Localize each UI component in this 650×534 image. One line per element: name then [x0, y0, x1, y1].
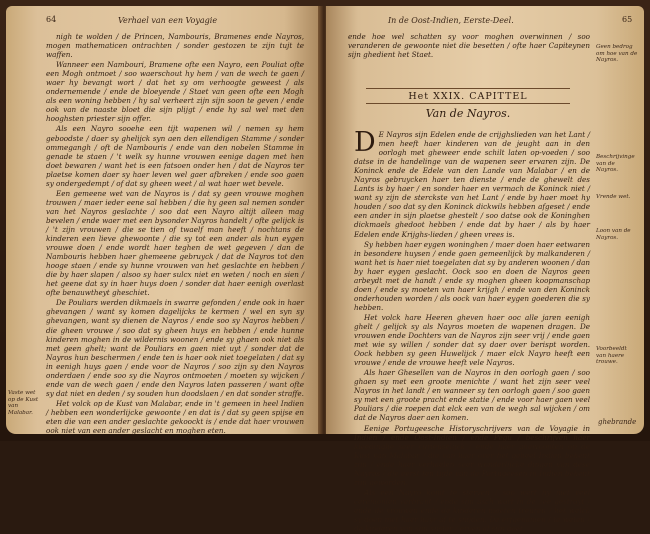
left-running-head: Verhael van een Voyagie: [118, 16, 218, 25]
right-body-text: [354, 127, 590, 534]
right-intro-paragraph: ende hoe wel schatten sy voor moghen overwinnen / soo veranderen de gewoonte niet die besetten / ofte haer Capiteynen sijn ghedient het Staet.: [348, 32, 590, 60]
right-running-head: In de Oost-Indien, Eerste-Deel.: [388, 16, 514, 25]
left-paragraph: Het volck op de Kust van Malabar, ende in 't gemeen in heel Indien / hebben een wonderlijcke gewoonte / en dat is / dat sy geen spijse en eten die van een ander geslachte gekoockt is / ende dat haer vrouwen ook niet van een ander geslacht en moghen eten.: [46, 398, 304, 436]
right-paragraph-text: E Nayros sijn Edelen ende de crijghslieden van het Lant / men heeft haer kinderen van de jeught aan in den oorlogh met gheweer ende schilt laten op-voeden / soo datse in de handelinge van de wapenen seer ervaren zijn. De Koninck ende de Edele van den Lande van Malabar / en de Nayros gebruycken haer ten dienste / ende de ghewelt des Lants is by haer / en sonder haer en vermach de Koninck niet / want sy zijn de sterckste van het Lant / ende by haer moet hy houden / soo dat sy den Koninck dickwils hebben afgeset / ende een ander in sijn plaetse ghestelt / soo datse ook de Koninghen dickmaels ghedoot hebben / ende dat by haer / als by haer Edelen ende Krijghs-lieden / gheen vrees is.: [354, 130, 590, 239]
right-page-number: 65: [622, 15, 633, 24]
right-paragraph: Als haer Ghesellen van de Nayros in den oorlogh gaen / soo ghaen sy met een groote menichte / want het zijn seer veel Nayros in het landt / en wanneer sy ten oorlogh gaen / soo gaen sy met een groote pracht ende statie / ende voor haer gaen veel Pouliars / die roepen dat elck een van de wegh sal wijcken / om dat de Nayros daer aen komen.: [354, 368, 590, 423]
dropcap-letter: D: [354, 127, 376, 158]
left-page-number: 64: [46, 15, 57, 24]
left-page: [6, 6, 322, 434]
left-paragraph: Een gemeene wet van de Nayros is / dat sy geen vrouwe moghen trouwen / maer ieder eene sal hebben / die hy geen sal nemen sonder van het Nayros geslachte / soo dat een Nayro altijt alleen mag bevelen / ende waer met een bysonder Nayros handelt / ofte gelijck is / 't zijn vrouwen / die se tien of twaelf man heeft / nochtans de kinderen een lieve ghewoonte / die sy tot een ander als hun eygen vrouwe doen / ende wordt haer teghen de wet gegeven / dan de Nambouris hebben haer ghemeene gebruyck / dat de Nayros tot den hooge staen / ende sy hunne vrouwen van het geslachte en hebben / die by haer slapen / alsoo sy haer sulcx niet en weten / noch en sien / het geene dat sy in haer huys doen / sonder dat haer eenigh overlast ofte benauwtheyt gheschiet.: [46, 188, 304, 298]
right-intro-margin-note: Geen bedrog om hoe van de Nayros.: [596, 44, 638, 64]
right-catchword: ghebrande: [598, 418, 637, 426]
right-paragraph: [354, 127, 590, 239]
left-paragraph: Wanneer een Nambouri, Bramene ofte een Nayro, een Pouliat ofte een Mogh ontmoet / soo waerschout hy hem / van de wech te gaen / waer hy bevangt wort / dat het sy om verhoogte geweest / als ondernemende / ende de bloeyende / Staet van geen ofte een Mogh als een woning hebben / hy sal verheert zijn sijn soon te geven / ende ook van de naaste bloet die sijn plijgt / ende hy sal wel met den hooghsten priester sijn offer.: [46, 60, 304, 124]
right-paragraph: Het volck hare Heeren gheven haer ooc alle jaren eenigh ghelt / gelijck sy als Nayros moeten de wapenen dragen. De vrouwen ende Dochters van de Nayros zijn seer vrij / ende gaen met wie sy willen / sonder dat sy daer over berispt worden. Oock hebben sy geen Huwelijck / maer elck Nayro heeft een vrouwe / ende de vrouwe heeft vele Nayros.: [354, 312, 590, 368]
left-paragraph: De Pouliars werden dikmaels in swarre gefonden / ende ook in haer ghevangen / want sy komen dagelijcks te kermen / wel en syn sy ghevangen, want sy dienen de Nayros / ende soo sy Nayros hebben / die gheen vrouwe / soo dat sy gheen huys en hebben / ende hunne kinderen moghen in de wildernis woonen / ende sy ghaen ook niet als met geen ghelt; want de Pouliars en gaen niet uyt / sonder dat de Nayros hun beschermen / ende ten is haer ook niet toegelaten / dat sy in eenigh huys gaen / ende voor de Nayros / soo zijn sy den Nayros onderdaen / ende soo sy die Nayros ontmoeten / moeten sy wijcken / ende van de wech gaen / ende den Nayros laten passeren / want ofte sy dat niet en deden / sy souden hun doodslaen / en dat sonder straffe.: [46, 298, 304, 398]
right-margin-note: Vrende wet.: [596, 194, 631, 200]
left-paragraph: Als een Nayro sooehe een tijt wapenen wil / nemen sy hem geboodste / daer sy ghelijck syn aen den ellendigen Stamme / sonder ommegangh / oft de Nambouris / ende van den nobelen Stamme in genade te staen / 't welk sy hunne vrouwen eenige dagen met hen doet bewaren / want het is een fatsoen onder hen / dat de Nayros ter plaetse komen daer sy haer leven wel gaer afbreken / ende soo gaen sy ondergedempt / of dat sy gheen weet / al wat haer wet bevele.: [46, 124, 304, 188]
chapter-subtitle: Van de Nayros.: [425, 107, 511, 120]
right-intro-text: [348, 32, 590, 60]
left-paragraph: nigh te wolden / de Princen, Nambouris, Bramenes ende Nayros, mogen mathematicen ontrachten / sonder gestozen te zijn tujt te waffen.: [46, 32, 304, 60]
right-paragraph: Sy hebben haer eygen woninghen / maer doen haer eetwaren in besondere huysen / ende gaen gemeenlijck by malkanderen / want het is haer niet toegelaten dat sy by anderen woonen / dan by haer eygen geslacht. Oock soo en doen de Nayros geen arbeydt met de handt / ende sy moghen gheen koopmanschap doen / ende sy moeten van haer krijgh / ende van den Koninck onderhouden worden / als oock van haer eygen goederen die sy hebben.: [354, 239, 590, 312]
right-margin-note: Loon van de Nayros.: [596, 228, 631, 241]
right-paragraph: Als een Nayro komt te sterven / soo wert hy met veel ceremonien verbrant / ende sijn asch wort in de zee gestroyt / ende de vrouwen ende de kinderen moeten treuren / het welck sy doen met haer hayr af te snijden. De erfgenamen / te weten / de kinderen van sijn suster / erven al sijn goet.: [354, 487, 590, 534]
chapter-rule-top: [366, 88, 570, 89]
right-margin-note: Beschrijvinge van de Nayros.: [596, 154, 635, 174]
right-paragraph: Eenige Portugeesche Historyschrijvers van de Voyagie in Indien / ende Oost-Indien / ende Pegu / beschrijven haer kleedinghe seer curieuselijck / ende haer ghewoonten op de Kust van Malabar / die van haer over het geheel Indien bekent zijn / ende haer verhaelen seer wonderlijcke dingen van dese Nayros / die eerst ten tijde van de Portugeesen in Indien bekent zijn geworden.: [354, 423, 590, 487]
left-body-text: [46, 32, 304, 436]
chapter-rule-bottom: [366, 103, 570, 104]
right-margin-note: Voorbeeldt van haere trouwe.: [596, 346, 627, 366]
chapter-title: Het XXIX. CAPITTEL: [408, 91, 528, 102]
right-page: [326, 6, 644, 534]
left-margin-note: Vaste wet op de Kust van Malabar.: [8, 390, 39, 416]
